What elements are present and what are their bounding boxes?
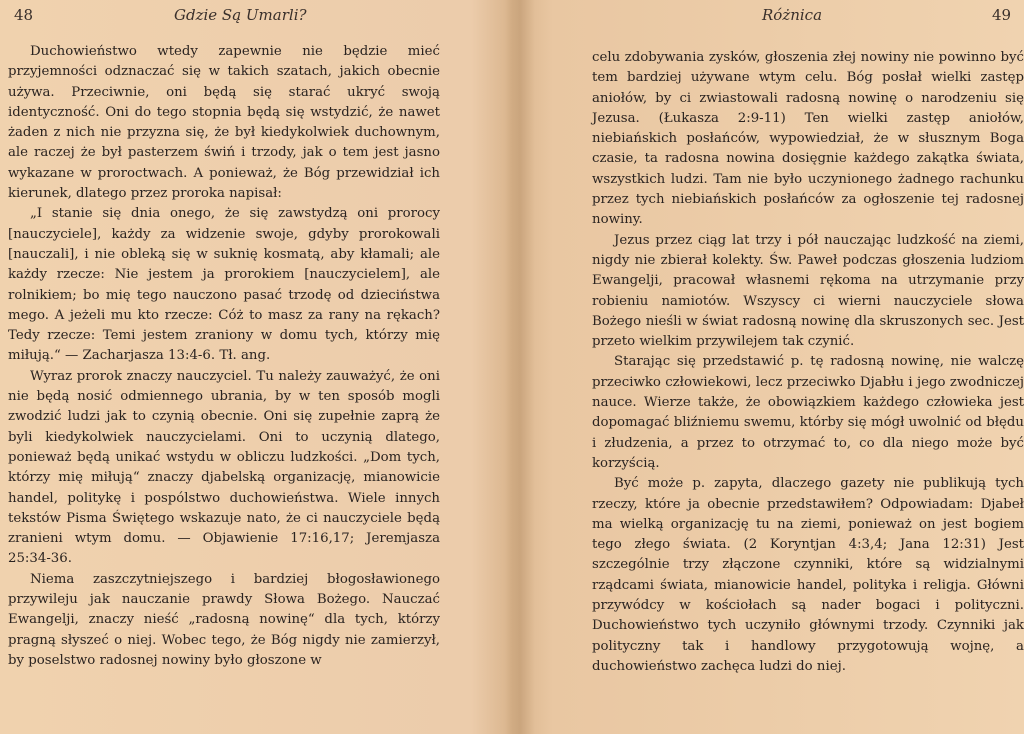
left-paragraph-2: „I stanie się dnia onego, że się zawstydzą oni prorocy [nauczyciele], każdy za widzenie swoje, gdyby prorokowali [nauczali], i nie obleką się w suknię kosmatą, aby kłamali; ale każdy rzecze: Nie jestem ja prorokiem [nauczycielem], ale rolnikiem; bo mię tego nauczono pasać trzodę od dzieciństwa mego. A jeżeli mu kto rzecze: Cóż to masz za rany na rękach? Tedy rzecze: Temi jestem zraniony w domu tych, którzy mię miłują.“ — Zacharjasza 13:4-6. Tł. ang. (8, 206, 440, 364)
left-paragraph-3: Wyraz prorok znaczy nauczyciel. Tu należy zauważyć, że oni nie będą nosić odmiennego ubrania, by w ten sposób mogli zwodzić ludzi jak to czynią obecnie. Oni się zupełnie zaprą że byli kiedykolwiek nauczycielami. Oni to uczynią dlatego, ponieważ będą unikać wstydu w obliczu ludzkości. „Dom tych, którzy mię miłują“ znaczy djabelską organizację, mianowicie handel, politykę i pospólstwo duchowieństwa. Wiele innych tekstów Pisma Świętego wskazuje nato, że ci nauczyciele będą zranieni wtym domu. — Objawienie 17:16,17; Jeremjasza 25:34-36. (8, 368, 440, 567)
right-paragraph-4: Być może p. zapyta, dlaczego gazety nie publikują tych rzeczy, które ja obecnie przedstawiłem? Odpowiadam: Djabeł ma wielką organizację tu na ziemi, ponieważ on jest bogiem tego złego świata. (2 Koryntjan 4:3,4; Jana 12:31) Jest szczególnie trzy złączone czynniki, które są widzialnymi rządcami świata, mianowicie handel, polityka i religja. Główni przywódcy w kościołach są nader bogaci i polityczni. Duchowieństwo tych uczyniło głównymi trzody. Czynniki jak polityczny tak i handlowy przygotowują wojnę, a duchowieństwo zachęca ludzi do niej. (592, 476, 1024, 674)
left-page-number: 48 (14, 6, 34, 24)
right-paragraph-2: Jezus przez ciąg lat trzy i pół nauczając ludzkość na ziemi, nigdy nie zbierał kolekty. Św. Paweł podczas głoszenia ludziom Ewangelji, pracował własnemi rękoma na utrzymanie przy robieniu namiotów. Wszyscy ci wierni nauczyciele słowa Bożego nieśli w świat radosną nowinę dla skruszonych sec. Jest przeto wielkim przywilejem tak czynić. (592, 232, 1024, 350)
left-paragraph-4: Niema zaszczytniejszego i bardziej błogosławionego przywileju jak nauczanie prawdy Słowa Bożego. Nauczać Ewangelji, znaczy nieść „radosną nowinę“ dla tych, którzy pragną słyszeć o niej. Wobec tego, że Bóg nigdy nie zamierzył, by poselstwo radosnej nowiny było głoszone w (8, 571, 440, 668)
right-paragraph-3: Starając się przedstawić p. tę radosną nowinę, nie walczę przeciwko człowiekowi, lecz przeciwko Djabłu i jego zwodniczej nauce. Wierze także, że obowiązkiem każdego człowieka jest dopomagać bliźniemu swemu, którby się mógł uwolnić od błędu i złudzenia, a przez to otrzymać to, co dla niego może być korzyścią. (592, 354, 1024, 471)
left-page-text (8, 42, 440, 671)
right-running-title: Różnica (762, 6, 823, 24)
right-page-text (592, 48, 1024, 677)
right-page (512, 0, 1024, 734)
right-paragraph-1: celu zdobywania zysków, głoszenia złej nowiny nie powinno być tem bardziej używane wtym celu. Bóg posłał wielki zastęp aniołów, by ci zwiastowali radosną nowinę o narodzeniu się Jezusa. (Łukasza 2:9-11) Ten wielki zastęp aniołów, niebiańskich posłańców, wypowiedział, że w słusznym Boga czasie, ta radosna nowina dosięgnie każdego zakątka świata, wszystkich ludzi. Tam nie było uczynionego żadnego rachunku przez tych niebiańskich posłańców za ogłoszenie tej radosnej nowiny. (592, 50, 1024, 228)
right-page-number: 49 (992, 6, 1012, 24)
left-running-title: Gdzie Są Umarli? (174, 6, 307, 24)
left-paragraph-1: Duchowieństwo wtedy zapewnie nie będzie mieć przyjemności odznaczać się w takich szatach, jakich obecnie używa. Przeciwnie, oni będą się starać ukryć swoją identyczność. Oni do tego stopnia będą się wstydzić, że nawet żaden z nich nie przyzna się, że był kiedykolwiek duchownym, ale raczej że był pasterzem świń i trzody, jak o tem jest jasno wykazane w proroctwach. A ponieważ, że Bóg przewidział ich kierunek, dlatego przez proroka napisał: (8, 44, 440, 202)
